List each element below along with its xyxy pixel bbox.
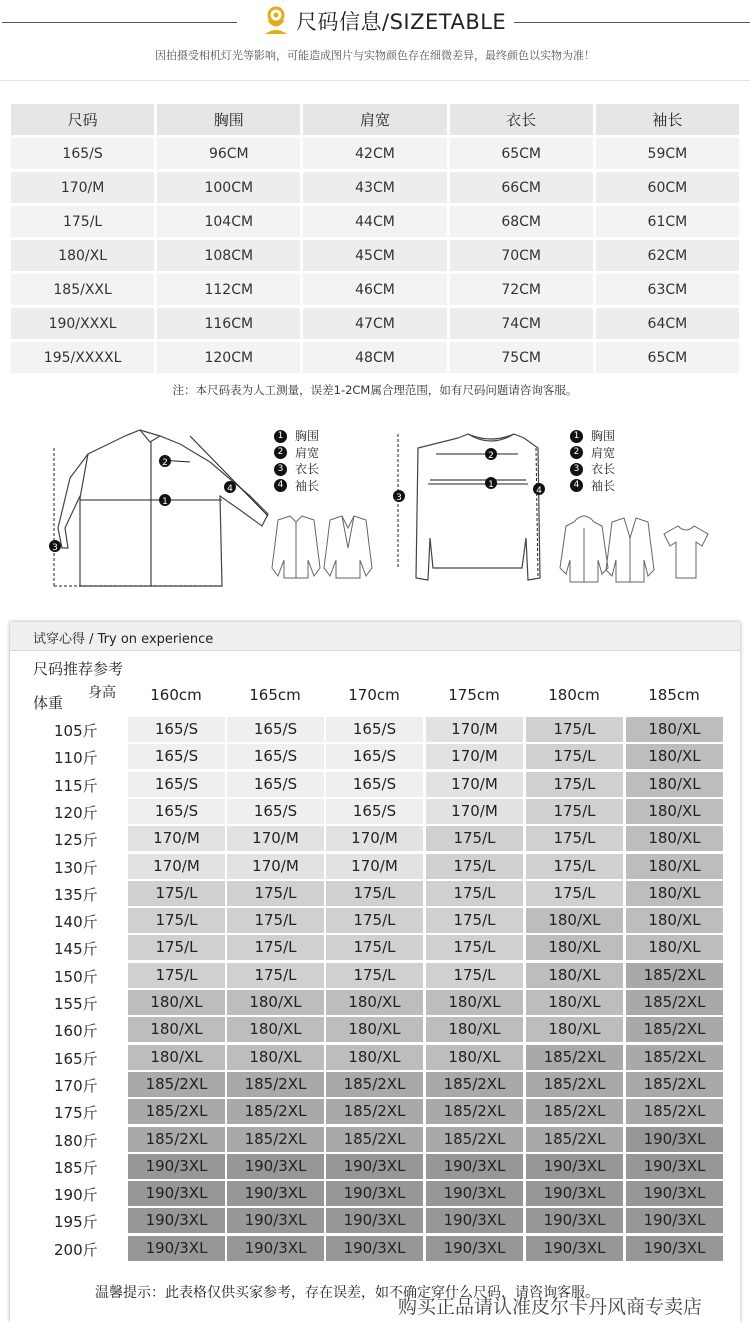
svg-text:3: 3 xyxy=(396,493,402,503)
legend-item xyxy=(274,461,319,478)
legend-number-icon: 3 xyxy=(274,463,287,476)
recommendation-cell: 170/M xyxy=(426,744,523,769)
table-cell: 100CM xyxy=(157,172,300,203)
table-row xyxy=(11,342,739,373)
table-row xyxy=(11,206,739,237)
recommendation-title: 尺码推荐参考 xyxy=(33,660,124,678)
legend-number-icon: 4 xyxy=(274,479,287,492)
recommendation-cell: 170/M xyxy=(426,772,523,797)
table-cell: 59CM xyxy=(596,138,739,169)
weight-row-label: 105斤 xyxy=(54,722,98,740)
table-cell: 64CM xyxy=(596,308,739,339)
table-row xyxy=(11,138,739,169)
weight-row-label: 195斤 xyxy=(54,1213,98,1232)
recommendation-cell: 185/2XL xyxy=(526,1099,623,1124)
recommendation-cell: 190/3XL xyxy=(326,1236,423,1261)
chest-marker-icon xyxy=(159,494,171,507)
recommendation-cell: 175/L xyxy=(326,881,423,906)
svg-text:2: 2 xyxy=(488,451,494,461)
recommendation-cell: 185/2XL xyxy=(426,1127,523,1152)
table-cell: 63CM xyxy=(596,274,739,305)
table-cell: 170/M xyxy=(11,172,154,203)
table-cell: 45CM xyxy=(303,240,446,271)
table-cell: 44CM xyxy=(303,206,446,237)
tshirt-icon xyxy=(664,526,708,578)
recommendation-cell: 190/3XL xyxy=(626,1154,723,1179)
legend-label: 衣长 xyxy=(295,462,320,476)
recommendation-cell: 180/XL xyxy=(526,963,623,988)
legend-number-icon: 3 xyxy=(570,463,583,476)
recommendation-cell: 185/2XL xyxy=(626,990,723,1015)
table-row xyxy=(11,172,739,203)
recommendation-cell: 175/L xyxy=(227,908,324,933)
try-on-panel-header xyxy=(10,622,740,651)
recommendation-cell: 165/S xyxy=(326,772,423,797)
header-divider-right xyxy=(514,22,750,23)
legend-item xyxy=(570,445,615,462)
legend-item xyxy=(274,478,319,495)
length-marker-icon xyxy=(49,540,61,553)
svg-text:4: 4 xyxy=(536,486,542,496)
legend-item xyxy=(570,461,615,478)
table-row xyxy=(11,308,739,339)
legend-number-icon: 2 xyxy=(570,446,583,459)
recommendation-cell: 190/3XL xyxy=(626,1208,723,1233)
chest-marker-icon xyxy=(485,477,497,490)
recommendation-cell: 175/L xyxy=(227,881,324,906)
denim-jacket-icon xyxy=(272,516,320,578)
measurement-legend-right xyxy=(570,428,615,494)
recommendation-cell: 170/M xyxy=(426,717,523,742)
recommendation-cell: 175/L xyxy=(526,799,623,824)
weight-row-label: 185斤 xyxy=(54,1158,98,1177)
weight-row-label: 130斤 xyxy=(54,858,98,877)
recommendation-cell: 165/S xyxy=(128,717,225,742)
table-cell: 75CM xyxy=(450,342,593,373)
recommendation-cell: 180/XL xyxy=(626,772,723,797)
recommendation-cell: 190/3XL xyxy=(526,1236,623,1261)
legend-item xyxy=(570,478,615,495)
recommendation-cell: 190/3XL xyxy=(326,1208,423,1233)
recommendation-cell: 180/XL xyxy=(526,935,623,960)
recommendation-cell: 185/2XL xyxy=(626,1099,723,1124)
recommendation-cell: 180/XL xyxy=(626,826,723,851)
recommendation-cell: 180/XL xyxy=(326,1017,423,1042)
weight-row-label: 135斤 xyxy=(54,885,98,904)
legend-label: 肩宽 xyxy=(295,445,320,460)
recommendation-cell: 190/3XL xyxy=(626,1127,723,1152)
measurement-note: 注：本尺码表为人工测量，误差1-2CM属合理范围，如有尺码问题请咨询客服。 xyxy=(172,383,578,397)
size-info-header xyxy=(0,0,750,80)
table-cell: 61CM xyxy=(596,206,739,237)
shirt-measurement-diagram xyxy=(40,418,380,593)
recommendation-cell: 175/L xyxy=(227,935,324,960)
size-table-header-row xyxy=(11,104,739,135)
recommendation-cell: 185/2XL xyxy=(128,1127,225,1152)
table-cell: 66CM xyxy=(450,172,593,203)
recommendation-cell: 185/2XL xyxy=(626,1045,723,1070)
legend-label: 衣长 xyxy=(591,462,616,476)
svg-text:2: 2 xyxy=(162,458,168,468)
weight-row-label: 145斤 xyxy=(54,940,98,959)
header-separator xyxy=(0,80,750,81)
recommendation-cell: 185/2XL xyxy=(526,1127,623,1152)
recommendation-cell: 165/S xyxy=(227,744,324,769)
table-cell: 175/L xyxy=(11,206,154,237)
store-watermark: 购买正品请认准皮尔卡丹风商专卖店 xyxy=(398,1296,703,1318)
legend-item xyxy=(274,445,319,462)
recommendation-cell: 185/2XL xyxy=(426,1099,523,1124)
recommendation-cell: 170/M xyxy=(326,854,423,879)
table-cell: 120CM xyxy=(157,342,300,373)
page-title: 尺码信息/SIZETABLE xyxy=(296,10,507,34)
recommendation-cell: 170/M xyxy=(326,826,423,851)
table-cell: 42CM xyxy=(303,138,446,169)
legend-number-icon: 1 xyxy=(570,430,583,443)
legend-number-icon: 1 xyxy=(274,430,287,443)
recommendation-cell: 165/S xyxy=(227,799,324,824)
recommendation-cell: 175/L xyxy=(426,854,523,879)
recommendation-cell: 180/XL xyxy=(426,1045,523,1070)
column-header-shoulder: 肩宽 xyxy=(303,104,446,135)
recommendation-cell: 190/3XL xyxy=(426,1154,523,1179)
recommendation-cell: 175/L xyxy=(426,935,523,960)
recommendation-cell: 175/L xyxy=(526,854,623,879)
sleeve-marker-icon xyxy=(533,483,545,496)
recommendation-cell: 190/3XL xyxy=(526,1154,623,1179)
recommendation-cell: 190/3XL xyxy=(326,1154,423,1179)
weight-row-label: 125斤 xyxy=(54,831,98,850)
recommendation-cell: 180/XL xyxy=(526,990,623,1015)
recommendation-cell: 180/XL xyxy=(626,854,723,879)
recommendation-cell: 165/S xyxy=(326,744,423,769)
recommendation-cell: 185/2XL xyxy=(128,1072,225,1097)
recommendation-cell: 185/2XL xyxy=(626,1072,723,1097)
legend-item xyxy=(274,428,319,445)
recommendation-cell: 175/L xyxy=(526,717,623,742)
table-cell: 48CM xyxy=(303,342,446,373)
recommendation-cell: 190/3XL xyxy=(626,1236,723,1261)
color-disclaimer: 因拍摄受相机灯光等影响，可能造成图片与实物颜色存在细微差异，最终颜色以实物为准！ xyxy=(155,49,595,62)
recommendation-cell: 180/XL xyxy=(227,1045,324,1070)
recommendation-cell: 180/XL xyxy=(326,990,423,1015)
table-cell: 112CM xyxy=(157,274,300,305)
recommendation-cell: 175/L xyxy=(128,935,225,960)
legend-item xyxy=(570,428,615,445)
recommendation-cell: 190/3XL xyxy=(227,1208,324,1233)
shoulder-marker-icon xyxy=(485,448,497,461)
recommendation-cell: 185/2XL xyxy=(526,1072,623,1097)
recommendation-cell: 175/L xyxy=(426,963,523,988)
recommendation-cell: 170/M xyxy=(128,826,225,851)
sleeve-marker-icon xyxy=(224,481,236,494)
column-header-sleeve: 袖长 xyxy=(596,104,739,135)
recommendation-cell: 180/XL xyxy=(626,717,723,742)
recommendation-cell: 170/M xyxy=(227,854,324,879)
table-cell: 96CM xyxy=(157,138,300,169)
table-cell: 74CM xyxy=(450,308,593,339)
recommendation-cell: 180/XL xyxy=(626,935,723,960)
recommendation-cell: 165/S xyxy=(128,799,225,824)
recommendation-cell: 165/S xyxy=(326,717,423,742)
weight-row-label: 155斤 xyxy=(54,995,98,1013)
weight-row-label: 160斤 xyxy=(54,1022,98,1041)
size-table xyxy=(8,101,742,376)
recommendation-cell: 185/2XL xyxy=(326,1099,423,1124)
recommendation-cell: 175/L xyxy=(526,826,623,851)
recommendation-cell: 185/2XL xyxy=(128,1099,225,1124)
recommendation-cell: 175/L xyxy=(326,935,423,960)
recommendation-cell: 175/L xyxy=(326,963,423,988)
weight-row-label: 120斤 xyxy=(54,803,98,822)
weight-row-label: 140斤 xyxy=(54,913,98,932)
recommendation-cell: 165/S xyxy=(227,717,324,742)
recommendation-cell: 165/S xyxy=(128,772,225,797)
legend-label: 袖长 xyxy=(295,478,320,493)
height-column-header: 175cm xyxy=(448,686,500,704)
recommendation-cell: 180/XL xyxy=(526,1017,623,1042)
recommendation-cell: 170/M xyxy=(128,854,225,879)
table-cell: 46CM xyxy=(303,274,446,305)
table-cell: 108CM xyxy=(157,240,300,271)
recommendation-cell: 170/M xyxy=(426,799,523,824)
table-cell: 104CM xyxy=(157,206,300,237)
recommendation-cell: 170/M xyxy=(227,826,324,851)
recommendation-cell: 175/L xyxy=(526,772,623,797)
try-on-panel xyxy=(10,622,740,1322)
recommendation-cell: 190/3XL xyxy=(227,1181,324,1206)
recommendation-cell: 175/L xyxy=(526,744,623,769)
recommendation-cell: 175/L xyxy=(227,963,324,988)
table-cell: 180/XL xyxy=(11,240,154,271)
weight-row-label: 190斤 xyxy=(54,1186,98,1205)
svg-text:3: 3 xyxy=(52,543,58,553)
try-on-title: 试穿心得 / Try on experience xyxy=(33,632,214,647)
recommendation-cell: 190/3XL xyxy=(227,1154,324,1179)
table-cell: 190/XXXL xyxy=(11,308,154,339)
weight-row-label: 200斤 xyxy=(54,1240,98,1259)
svg-text:4: 4 xyxy=(227,484,233,494)
height-column-header: 160cm xyxy=(150,686,202,704)
header-divider-left xyxy=(2,22,237,23)
recommendation-cell: 185/2XL xyxy=(326,1072,423,1097)
recommendation-cell: 175/L xyxy=(326,908,423,933)
svg-text:1: 1 xyxy=(488,480,494,490)
recommendation-cell: 180/XL xyxy=(626,799,723,824)
recommendation-cell: 185/2XL xyxy=(227,1127,324,1152)
cardigan-icon xyxy=(606,518,654,582)
measurement-legend-left xyxy=(274,428,319,494)
column-header-length: 衣长 xyxy=(450,104,593,135)
legend-label: 袖长 xyxy=(591,478,616,493)
recommendation-cell: 175/L xyxy=(128,908,225,933)
height-column-header: 170cm xyxy=(348,686,400,704)
recommendation-cell: 175/L xyxy=(426,908,523,933)
recommendation-cell: 190/3XL xyxy=(526,1181,623,1206)
blazer-icon xyxy=(324,516,372,578)
table-cell: 60CM xyxy=(596,172,739,203)
recommendation-cell: 190/3XL xyxy=(128,1154,225,1179)
recommendation-cell: 175/L xyxy=(526,881,623,906)
height-column-header: 165cm xyxy=(249,686,301,704)
recommendation-cell: 165/S xyxy=(128,744,225,769)
table-cell: 65CM xyxy=(596,342,739,373)
recommendation-cell: 180/XL xyxy=(128,1017,225,1042)
recommendation-cell: 180/XL xyxy=(626,744,723,769)
recommendation-cell: 180/XL xyxy=(626,881,723,906)
table-cell: 62CM xyxy=(596,240,739,271)
shoulder-marker-icon xyxy=(159,455,171,468)
recommendation-cell: 185/2XL xyxy=(227,1072,324,1097)
table-cell: 47CM xyxy=(303,308,446,339)
recommendation-cell: 190/3XL xyxy=(128,1208,225,1233)
height-column-header: 185cm xyxy=(648,686,700,704)
height-axis-label: 身高 xyxy=(88,685,116,701)
recommendation-cell: 185/2XL xyxy=(326,1127,423,1152)
legend-label: 肩宽 xyxy=(591,445,616,460)
length-marker-icon xyxy=(393,490,405,503)
legend-number-icon: 2 xyxy=(274,446,287,459)
recommendation-cell: 190/3XL xyxy=(426,1236,523,1261)
recommendation-cell: 185/2XL xyxy=(526,1045,623,1070)
recommendation-cell: 185/2XL xyxy=(227,1099,324,1124)
recommendation-cell: 190/3XL xyxy=(526,1208,623,1233)
legend-label: 胸围 xyxy=(591,429,616,443)
recommendation-cell: 180/XL xyxy=(128,1045,225,1070)
weight-row-label: 170斤 xyxy=(54,1076,98,1095)
table-cell: 68CM xyxy=(450,206,593,237)
recommendation-cell: 180/XL xyxy=(128,990,225,1015)
table-cell: 165/S xyxy=(11,138,154,169)
hoodie-icon xyxy=(560,516,608,582)
table-cell: 65CM xyxy=(450,138,593,169)
recommendation-cell: 180/XL xyxy=(426,990,523,1015)
table-cell: 70CM xyxy=(450,240,593,271)
recommendation-cell: 190/3XL xyxy=(326,1181,423,1206)
recommendation-cell: 180/XL xyxy=(227,1017,324,1042)
recommendation-cell: 175/L xyxy=(426,826,523,851)
recommendation-cell: 190/3XL xyxy=(128,1236,225,1261)
table-row xyxy=(11,274,739,305)
legend-label: 胸围 xyxy=(295,429,320,443)
recommendation-cell: 180/XL xyxy=(426,1017,523,1042)
recommendation-cell: 180/XL xyxy=(227,990,324,1015)
brand-logo-icon xyxy=(259,4,293,38)
footer-tip: 温馨提示：此表格仅供买家参考，存在误差，如不确定穿什么尺码，请咨询客服。 xyxy=(95,1285,599,1301)
table-cell: 116CM xyxy=(157,308,300,339)
column-header-chest: 胸围 xyxy=(157,104,300,135)
table-cell: 43CM xyxy=(303,172,446,203)
recommendation-cell: 180/XL xyxy=(526,908,623,933)
weight-row-label: 175斤 xyxy=(54,1104,98,1123)
weight-row-label: 150斤 xyxy=(54,967,98,986)
recommendation-cell: 165/S xyxy=(326,799,423,824)
recommendation-cell: 190/3XL xyxy=(227,1236,324,1261)
table-row xyxy=(11,240,739,271)
recommendation-cell: 190/3XL xyxy=(426,1181,523,1206)
recommendation-cell: 190/3XL xyxy=(626,1181,723,1206)
svg-text:1: 1 xyxy=(162,497,168,507)
weight-row-label: 110斤 xyxy=(54,749,98,768)
table-cell: 72CM xyxy=(450,274,593,305)
recommendation-cell: 185/2XL xyxy=(626,1017,723,1042)
recommendation-cell: 175/L xyxy=(128,881,225,906)
recommendation-cell: 185/2XL xyxy=(426,1072,523,1097)
weight-row-label: 115斤 xyxy=(54,776,98,795)
recommendation-cell: 175/L xyxy=(128,963,225,988)
weight-row-label: 180斤 xyxy=(54,1131,98,1150)
weight-row-label: 165斤 xyxy=(54,1049,98,1068)
table-cell: 195/XXXXL xyxy=(11,342,154,373)
recommendation-cell: 190/3XL xyxy=(426,1208,523,1233)
sweater-measurement-diagram xyxy=(388,418,743,593)
height-column-header: 180cm xyxy=(548,686,600,704)
weight-axis-label: 体重 xyxy=(33,694,64,712)
recommendation-cell: 185/2XL xyxy=(626,963,723,988)
column-header-size: 尺码 xyxy=(11,104,154,135)
recommendation-cell: 180/XL xyxy=(626,908,723,933)
legend-number-icon: 4 xyxy=(570,479,583,492)
recommendation-cell: 165/S xyxy=(227,772,324,797)
recommendation-cell: 180/XL xyxy=(326,1045,423,1070)
recommendation-cell: 175/L xyxy=(426,881,523,906)
table-cell: 185/XXL xyxy=(11,274,154,305)
recommendation-cell: 190/3XL xyxy=(128,1181,225,1206)
